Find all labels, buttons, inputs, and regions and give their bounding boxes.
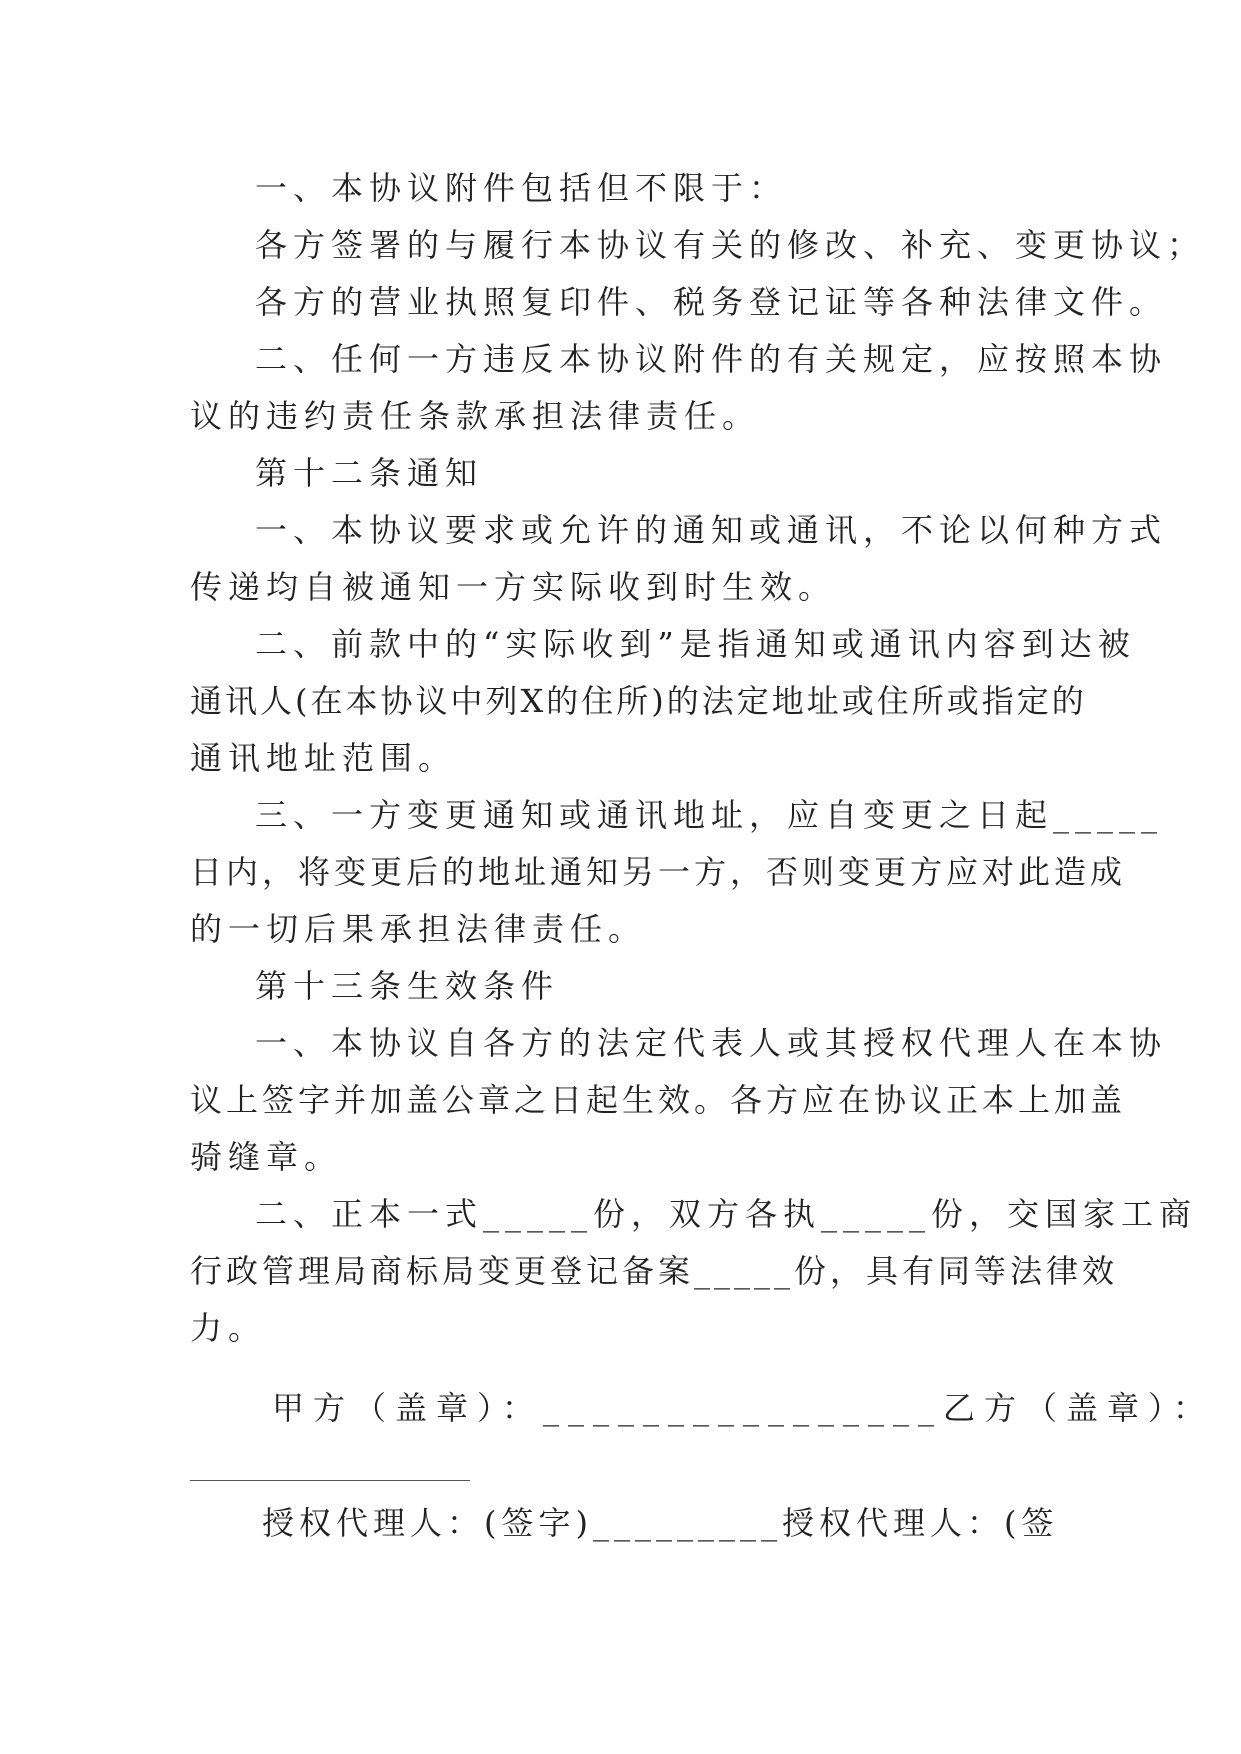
paragraph-line: 议的违约责任条款承担法律责任。 xyxy=(190,397,761,435)
paragraph-line: 一、本协议附件包括但不限于： xyxy=(255,169,788,207)
paragraph-line: 通讯人(在本协议中列X的住所)的法定地址或住所或指定的 xyxy=(190,682,1087,720)
paragraph-line: 通讯地址范围。 xyxy=(190,739,457,777)
paragraph-line: 传递均自被通知一方实际收到时生效。 xyxy=(190,568,837,606)
paragraph-line: 各方签署的与履行本协议有关的修改、补充、变更协议； xyxy=(255,226,1206,264)
paragraph-line: 力。 xyxy=(190,1309,267,1347)
paragraph-line: 日内，将变更后的地址通知另一方，否则变更方应对此造成 xyxy=(190,853,1127,891)
section-heading: 第十二条通知 xyxy=(255,454,484,492)
paragraph-line: 一、本协议要求或允许的通知或通讯，不论以何种方式 xyxy=(255,511,1168,549)
paragraph-line: 各方的营业执照复印件、税务登记证等各种法律文件。 xyxy=(255,283,1168,321)
paragraph-line: 骑缝章。 xyxy=(190,1138,343,1176)
paragraph-line: 议上签字并加盖公章之日起生效。各方应在协议正本上加盖 xyxy=(190,1081,1127,1119)
paragraph-line: 二、正本一式_____份，双方各执_____份，交国家工商 xyxy=(255,1195,1198,1233)
signature-line-party: 甲方（盖章）：________________乙方（盖章）： xyxy=(272,1389,1215,1427)
paragraph-line: 行政管理局商标局变更登记备案_____份，具有同等法律效 xyxy=(190,1252,1119,1290)
paragraph-line: 二、前款中的“实际收到”是指通知或通讯内容到达被 xyxy=(255,625,1136,663)
paragraph-line: 一、本协议自各方的法定代表人或其授权代理人在本协 xyxy=(255,1024,1168,1062)
paragraph-line: 二、任何一方违反本协议附件的有关规定，应按照本协 xyxy=(255,340,1168,378)
signature-underline xyxy=(190,1480,470,1481)
paragraph-line: 三、一方变更通知或通讯地址，应自变更之日起_____ xyxy=(255,796,1164,834)
paragraph-line: 的一切后果承担法律责任。 xyxy=(190,910,647,948)
section-heading: 第十三条生效条件 xyxy=(255,967,560,1005)
signature-line-agent: 授权代理人：(签字)_________授权代理人：(签 xyxy=(262,1504,1059,1542)
